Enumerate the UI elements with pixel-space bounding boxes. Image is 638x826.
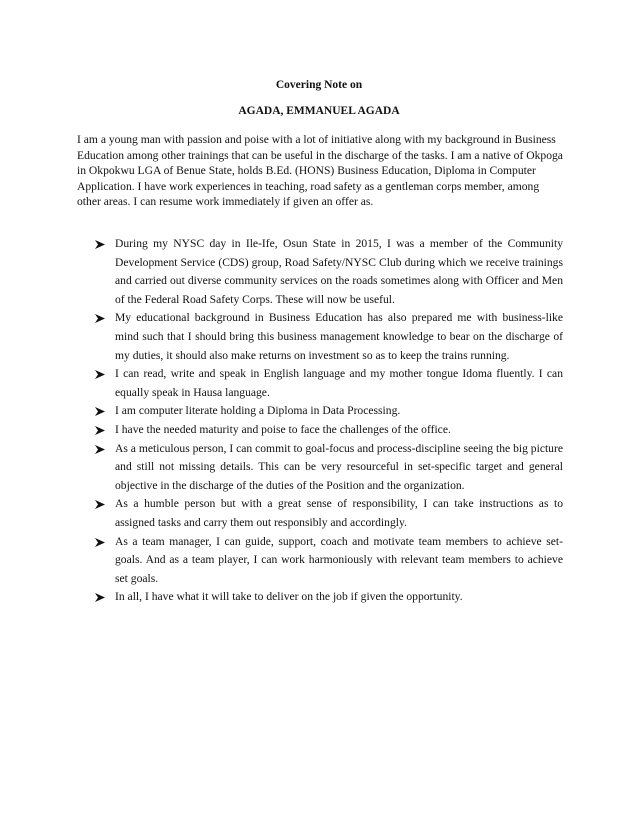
arrow-bullet-icon <box>95 370 105 379</box>
list-item <box>95 402 563 421</box>
qualification-list <box>95 235 563 607</box>
list-item <box>95 495 563 532</box>
list-item <box>95 533 563 589</box>
arrow-bullet-icon <box>95 426 105 435</box>
arrow-bullet-icon <box>95 538 105 547</box>
list-item-text: As a team manager, I can guide, support, coach and motivate team members to achieve set-goals. And as a team player, I can work harmoniously with relevant team members to achieve set goals. <box>115 534 563 585</box>
arrow-bullet-icon <box>95 314 105 323</box>
list-item <box>95 440 563 496</box>
list-item <box>95 421 563 440</box>
list-item-text: As a humble person but with a great sense of responsibility, I can take instructions as to assigned tasks and carry them out responsibly and accordingly. <box>115 497 563 529</box>
applicant-name: AGADA, EMMANUEL AGADA <box>238 105 400 117</box>
list-item-text: I am computer literate holding a Diploma in Data Processing. <box>115 404 401 418</box>
list-item-text: During my NYSC day in Ile-Ife, Osun State in 2015, I was a member of the Community Development Service (CDS) group, Road Safety/NYSC Club during which we receive trainings and carried out diverse community services on the roads sometimes along with Officer and Men of the Federal Road Safety Corps. These will now be useful. <box>115 237 563 306</box>
arrow-bullet-icon <box>95 445 105 454</box>
list-item <box>95 365 563 402</box>
document-heading: Covering Note on <box>275 79 363 91</box>
arrow-bullet-icon <box>95 407 105 416</box>
list-item-text: I can read, write and speak in English language and my mother tongue Idoma fluently. I can equally speak in Hausa language. <box>115 367 563 399</box>
list-item <box>95 235 563 309</box>
list-item-text: My educational background in Business Education has also prepared me with business-like mind such that I should bring this business management knowledge to bear on the discharge of my duties, it should also make returns on investment so as to keep the trains running. <box>115 311 563 362</box>
intro-paragraph: I am a young man with passion and poise with a lot of initiative along with my background in Business Education among other trainings that can be useful in the discharge of the tasks. I am a native of Okpoga in Okpokwu LGA of Benue State, holds B.Ed. (HONS) Business Education, Diploma in Computer Application. I have work experiences in teaching, road safety as a gentleman corps member, among other areas. I can resume work immediately if given an offer as. <box>77 133 563 209</box>
arrow-bullet-icon <box>95 240 105 249</box>
list-item <box>95 588 563 607</box>
list-item-text: In all, I have what it will take to deliver on the job if given the opportunity. <box>115 590 463 604</box>
arrow-bullet-icon <box>95 500 105 509</box>
list-item-text: As a meticulous person, I can commit to goal-focus and process-discipline seeing the big picture and still not missing details. This can be very resourceful in set-specific target and general objective in the discharge of the duties of the Position and the organization. <box>115 441 563 492</box>
arrow-bullet-icon <box>95 593 105 602</box>
list-item <box>95 309 563 365</box>
list-item-text: I have the needed maturity and poise to face the challenges of the office. <box>115 422 451 436</box>
